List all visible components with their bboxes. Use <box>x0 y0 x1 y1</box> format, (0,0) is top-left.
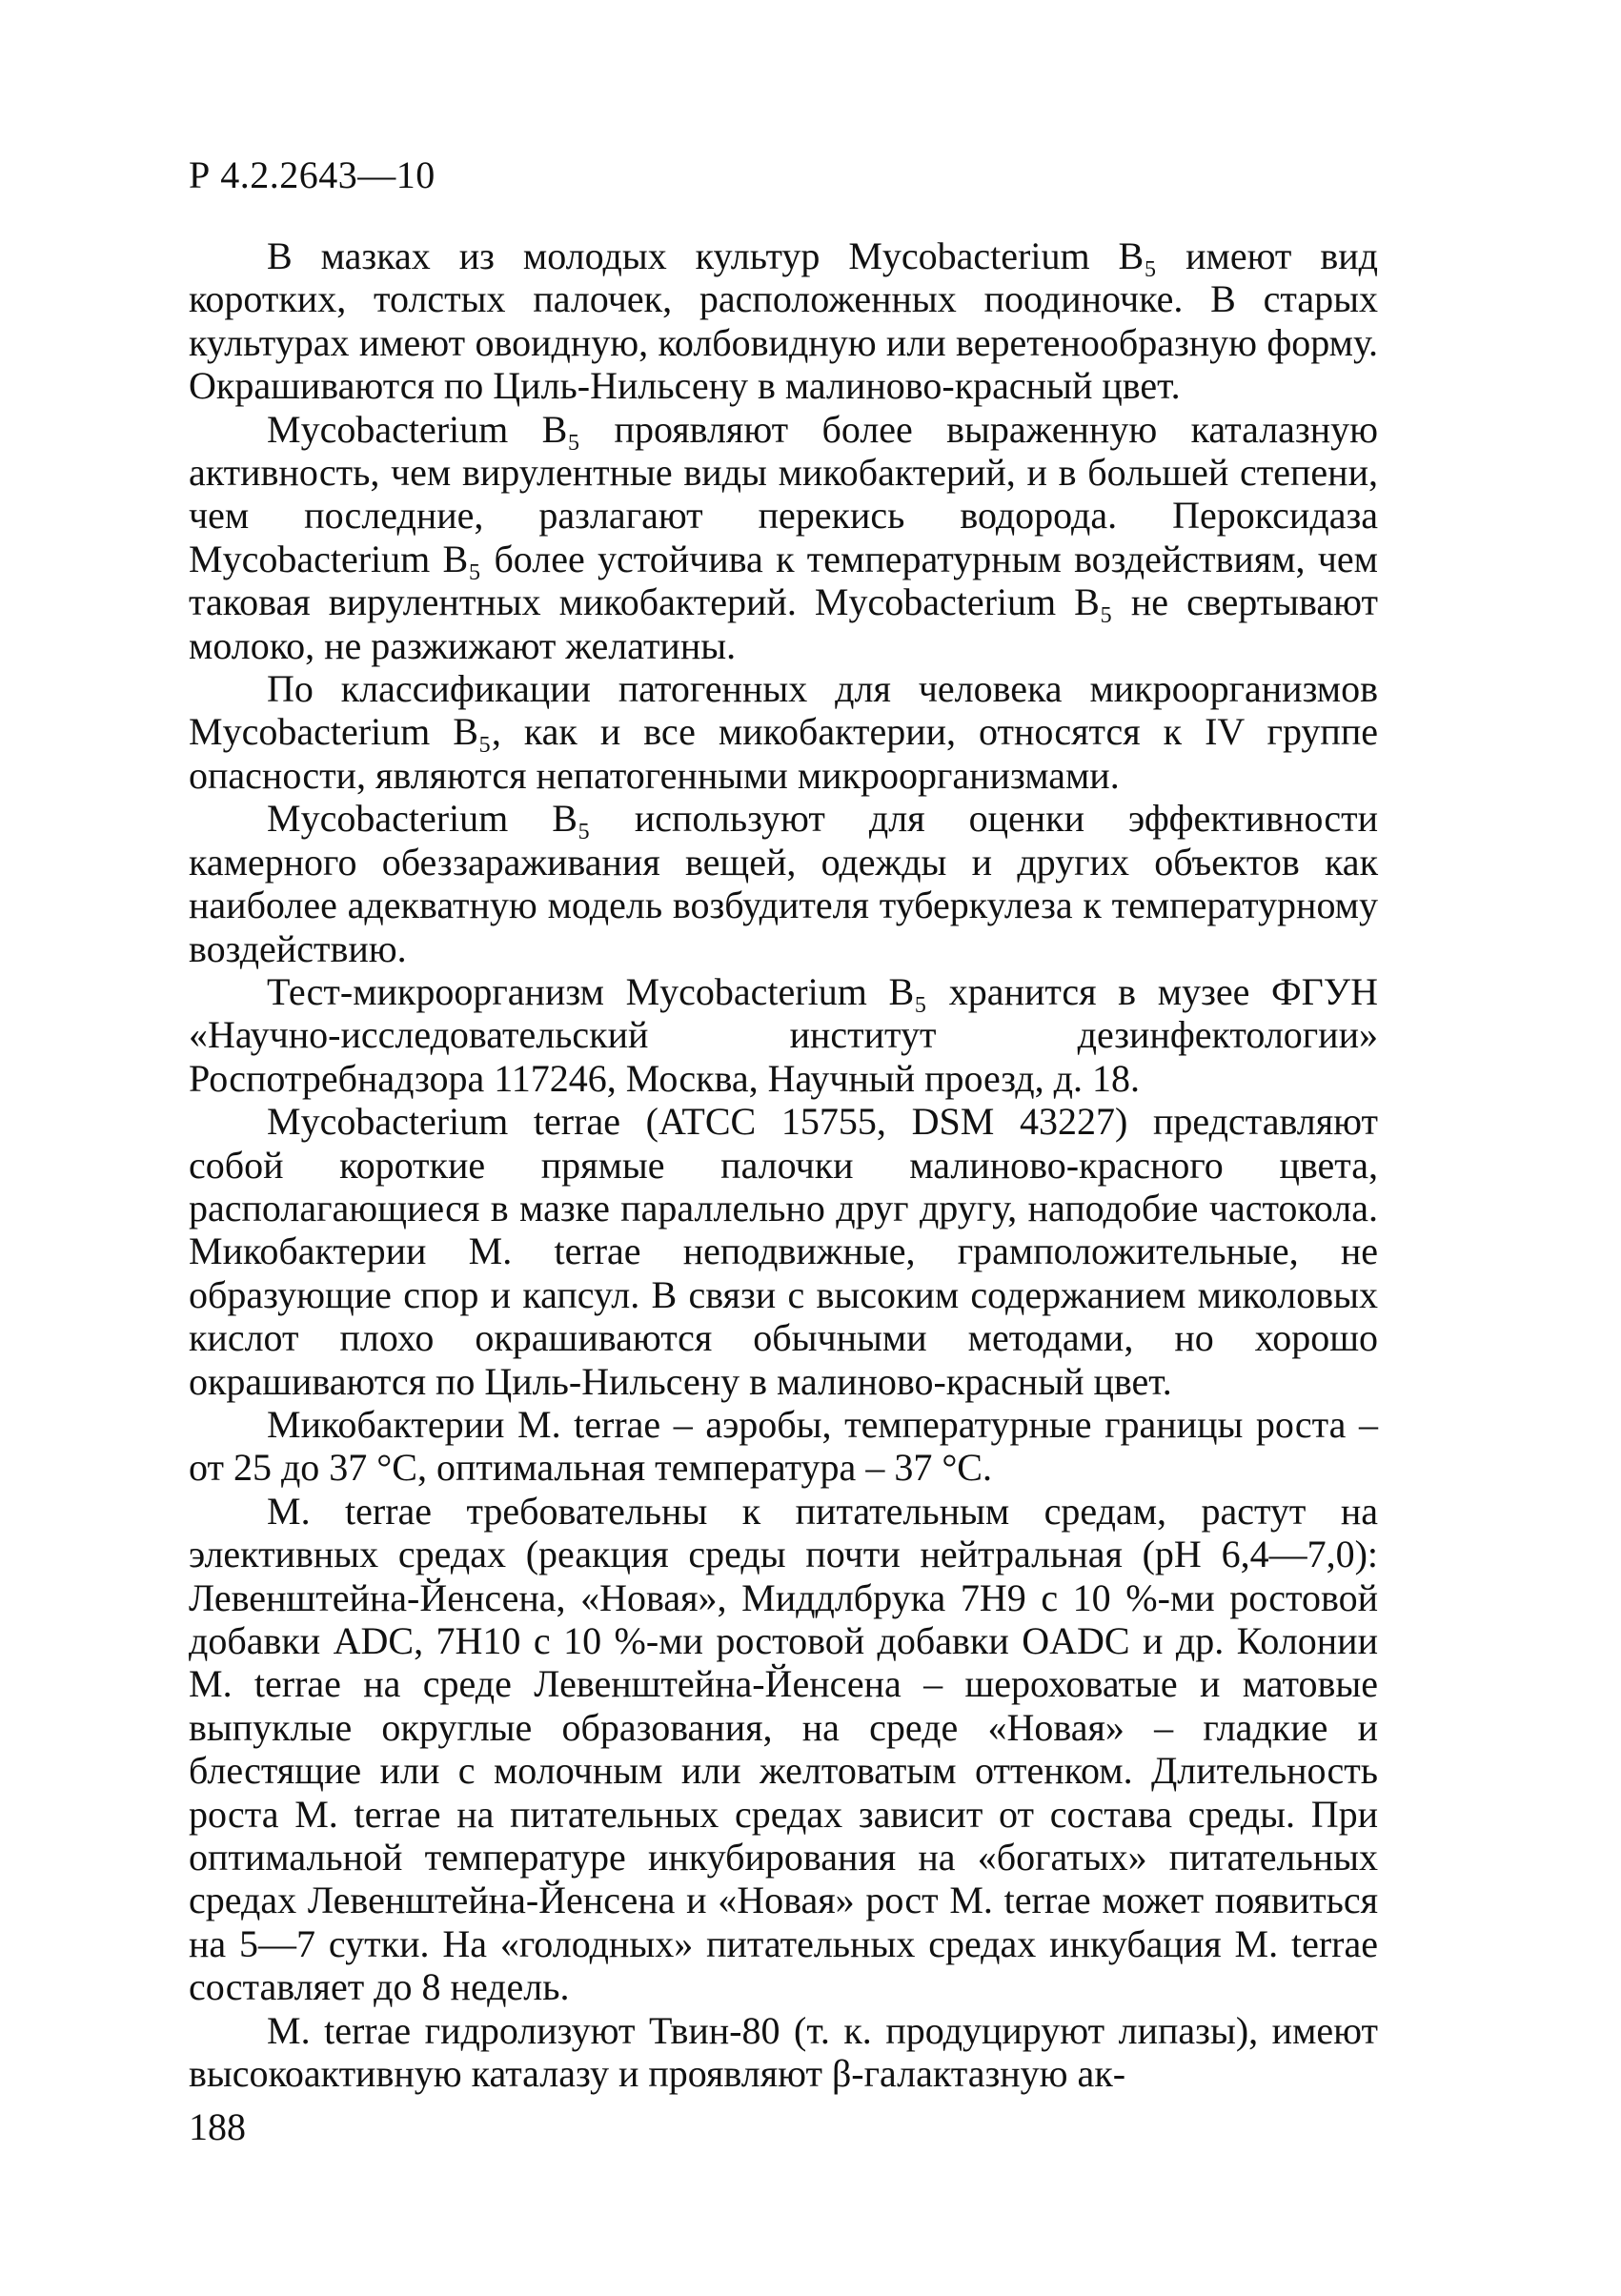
paragraph-terrae-enzymes: M. terrae гидролизуют Твин-80 (т. к. продуцируют липазы), имеют высокоактивную каталазу и проявляют β-галактазную ак- <box>189 2008 1378 2096</box>
body-text <box>189 234 1378 2095</box>
paragraph-terrae-temperature: Микобактерии M. terrae – аэробы, температурные границы роста – от 25 до 37 °С, оптимальная температура – 37 °С. <box>189 1402 1378 1490</box>
paragraph-terrae-media: M. terrae требовательны к питательным средам, растут на элективных средах (реакция среды почти нейтральная (рН 6,4—7,0): Левенштейна-Йенсена, «Новая», Миддлбрука 7Н9 с 10 %-ми ростовой добавки ADC, 7H10 с 10 %-ми ростовой добавки OADC и др. Колонии M. terrae на среде Левенштейна-Йенсена – шероховатые и матовые выпуклые округлые образования, на среде «Новая» – гладкие и блестящие или с молочным или желтоватым оттенком. Длительность роста M. terrae на питательных средах зависит от состава среды. При оптимальной температуре инкубирования на «богатых» питательных средах Левенштейна-Йенсена и «Новая» рост M. terrae может появиться на 5—7 сутки. На «голодных» питательных средах инкубация M. terrae составляет до 8 недель. <box>189 1489 1378 2009</box>
paragraph-catalase-activity: Mycobacterium B₅ проявляют более выраженную каталазную активность, чем вирулентные виды микобактерий, и в большей степени, чем последние, разлагают перекись водорода. Пероксидаза Mycobacterium B₅ более устойчива к температурным воздействиям, чем таковая вирулентных микобактерий. Mycobacterium B₅ не свертывают молоко, не разжижают желатины. <box>189 407 1378 667</box>
document-code-header: Р 4.2.2643—10 <box>189 153 436 196</box>
paragraph-disinfection-model: Mycobacterium B₅ используют для оценки эффективности камерного обеззараживания вещей, одежды и других объектов как наиболее адекватную модель возбудителя туберкулеза к температурному воздействию. <box>189 797 1378 970</box>
paragraph-terrae-description: Mycobacterium terrae (ATCC 15755, DSM 43227) представляют собой короткие прямые палочки малиново-красного цвета, располагающиеся в мазке параллельно друг другу, наподобие частокола. Микобактерии M. terrae неподвижные, грамположительные, не образующие спор и капсул. В связи с высоким содержанием миколовых кислот плохо окрашиваются обычными методами, но хорошо окрашиваются по Циль-Нильсену в малиново-красный цвет. <box>189 1100 1378 1403</box>
paragraph-pathogen-classification: По классификации патогенных для человека микроорганизмов Mycobacterium B₅, как и все микобактерии, относятся к IV группе опасности, являются непатогенными микроорганизмами. <box>189 667 1378 797</box>
paragraph-smear-morphology: В мазках из молодых культур Mycobacterium B₅ имеют вид коротких, толстых палочек, расположенных поодиночке. В старых культурах имеют овоидную, колбовидную или веретенообразную форму. Окрашиваются по Циль-Нильсену в малиново-красный цвет. <box>189 234 1378 408</box>
paragraph-museum-storage: Тест-микроорганизм Mycobacterium B₅ хранится в музее ФГУН «Научно-исследовательский институт дезинфектологии» Роспотребнадзора 117246, Москва, Научный проезд, д. 18. <box>189 969 1378 1100</box>
page-number: 188 <box>189 2105 246 2148</box>
